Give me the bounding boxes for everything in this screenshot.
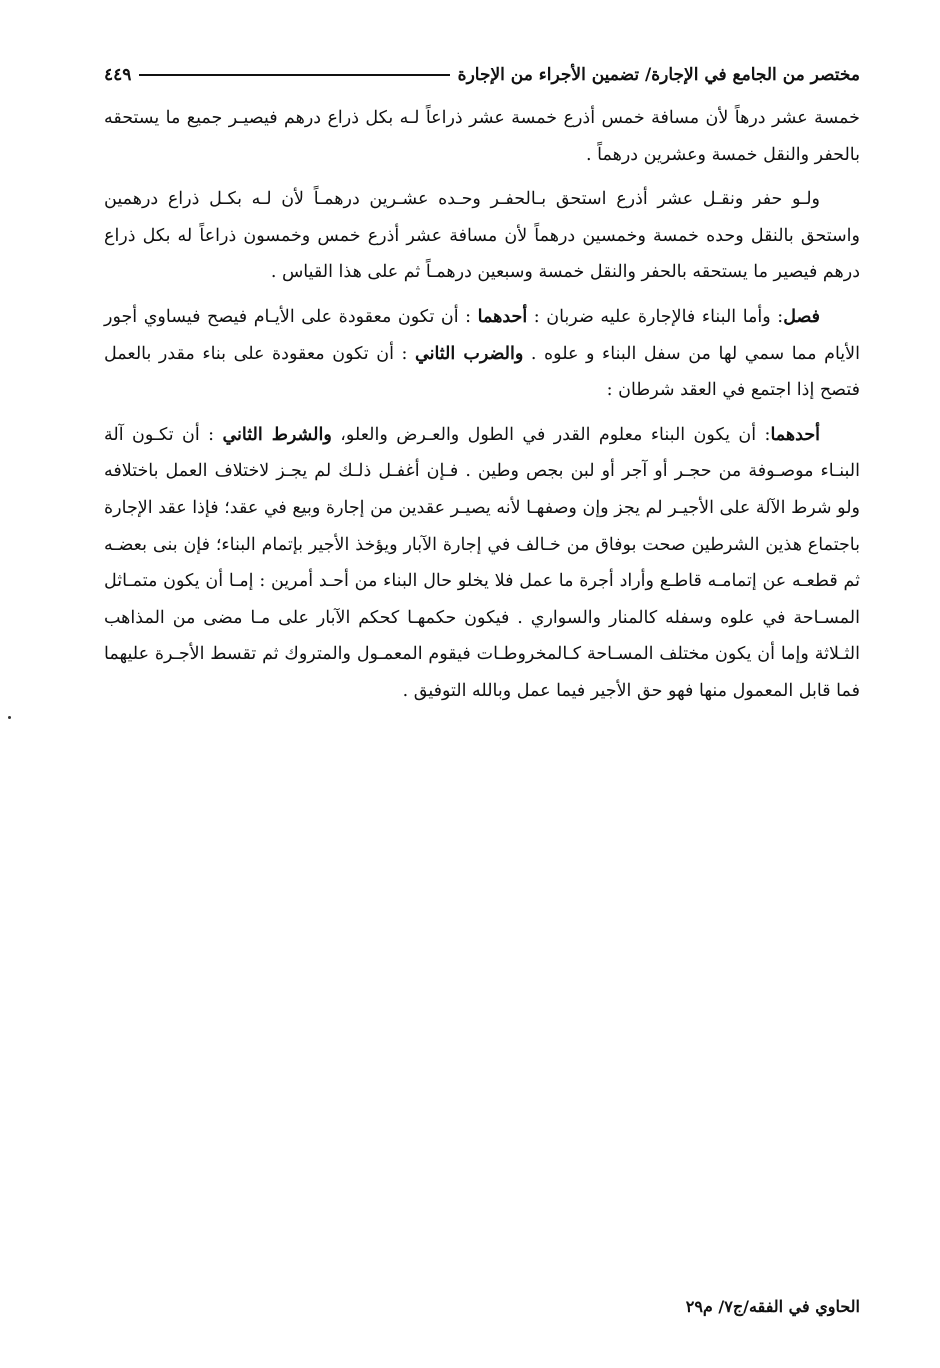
page-body [104,100,860,710]
paragraph-2 [104,181,860,291]
paragraph-2-text: ولـو حفر ونقـل عشر أذرع استحق بـالحفـر وحـده عشـرين درهمـاً لأن لـه بكـل ذراع درهمين واستحق بالنقل وحده خمسة وخمسين درهماً لأن مسافة عشر أذرع خمس وخمسون ذراعاً له بكل ذراع درهم فيصير ما يستحقه بالحفر والنقل خمسة وسبعين درهمـاً ثم على هذا القياس . [104,189,860,283]
header-title: مختصر من الجامع في الإجارة/ تضمين الأجراء من الإجارة [457,65,860,85]
paragraph-3-text-b: : أن تكون معقودة على الأيـام فيصح فيساوي أجور الأيام مما سمي لها من سفل البناء و علوه . [104,306,860,364]
paragraph-1-text: خمسة عشر درهاً لأن مسافة خمس أذرع خمسة عشر ذراعاً لـه بكل ذراع درهم فيصيـر جميع ما يستحقه بالحفر والنقل خمسة وعشرين درهماً . [104,108,860,165]
paragraph-4-text-b: : أن تكـون آلة البنـاء موصـوفة من حجـر أو آجر أو لبن بجص وطين . فـإن أغفـل ذلـك لم يجـز لاختلاف العمل باختلافه ولو شرط الآلة على الأجيـر لم يجز وإن وصفهـا لأنه يصيـر عقدين من إجارة وبيع في عقد؛ فإذا عقد الإجارة باجتماع هذين الشرطين صحت بوفاق من خـالف في إجارة الآبار ويؤخذ الأجير بإتمام البناء؛ فإن بنى بعضـه ثم قطعـه عن إتمامـه قاطـع وأراد أجرة ما عمل فلا يخلو حال البناء من أحـد أمرين : إمـا أن يكون متمـاثل المسـاحة في علوه وسفله كالمنار والسواري . فيكون حكمهـا كحكم الآبار على مـا مضى من المذاهب الثـلاثة وإما أن يكون مختلف المسـاحة كـالمخروطـات فيقوم المعمـول والمتروك ثم تقسط الأجـرة عليهما فما قابل المعمول منها فهو حق الأجير فيما عمل وبالله التوفيق . [104,424,860,701]
paragraph-3-text-a: : وأما البناء فالإجارة عليه ضربان : [527,306,784,327]
section-heading-fasl: فصل [783,306,820,327]
page-number: ٤٤٩ [104,65,132,85]
footer-signature: الحاوي في الفقه/ج٧/ م٢٩ [685,1297,860,1316]
bold-term-second-type: والضرب الثاني [414,343,524,364]
paragraph-1 [104,100,860,173]
bold-term-second-condition: والشرط الثاني [222,424,332,445]
paragraph-4 [104,417,860,710]
bold-term-ahaduhuma: أحدهما [477,306,528,327]
running-header [104,62,860,88]
paragraph-3 [104,299,860,409]
bold-term-first-condition: أحدهما [770,424,821,445]
paragraph-3-text-c: : أن تكون معقودة على بناء مقدر بالعمل فتصح إذا اجتمع في العقد شرطان : [104,343,860,401]
paragraph-4-text-a: : أن يكون البناء معلوم القدر في الطول والعـرض والعلو، [331,424,771,445]
header-rule [139,74,449,76]
margin-speck [8,716,11,719]
